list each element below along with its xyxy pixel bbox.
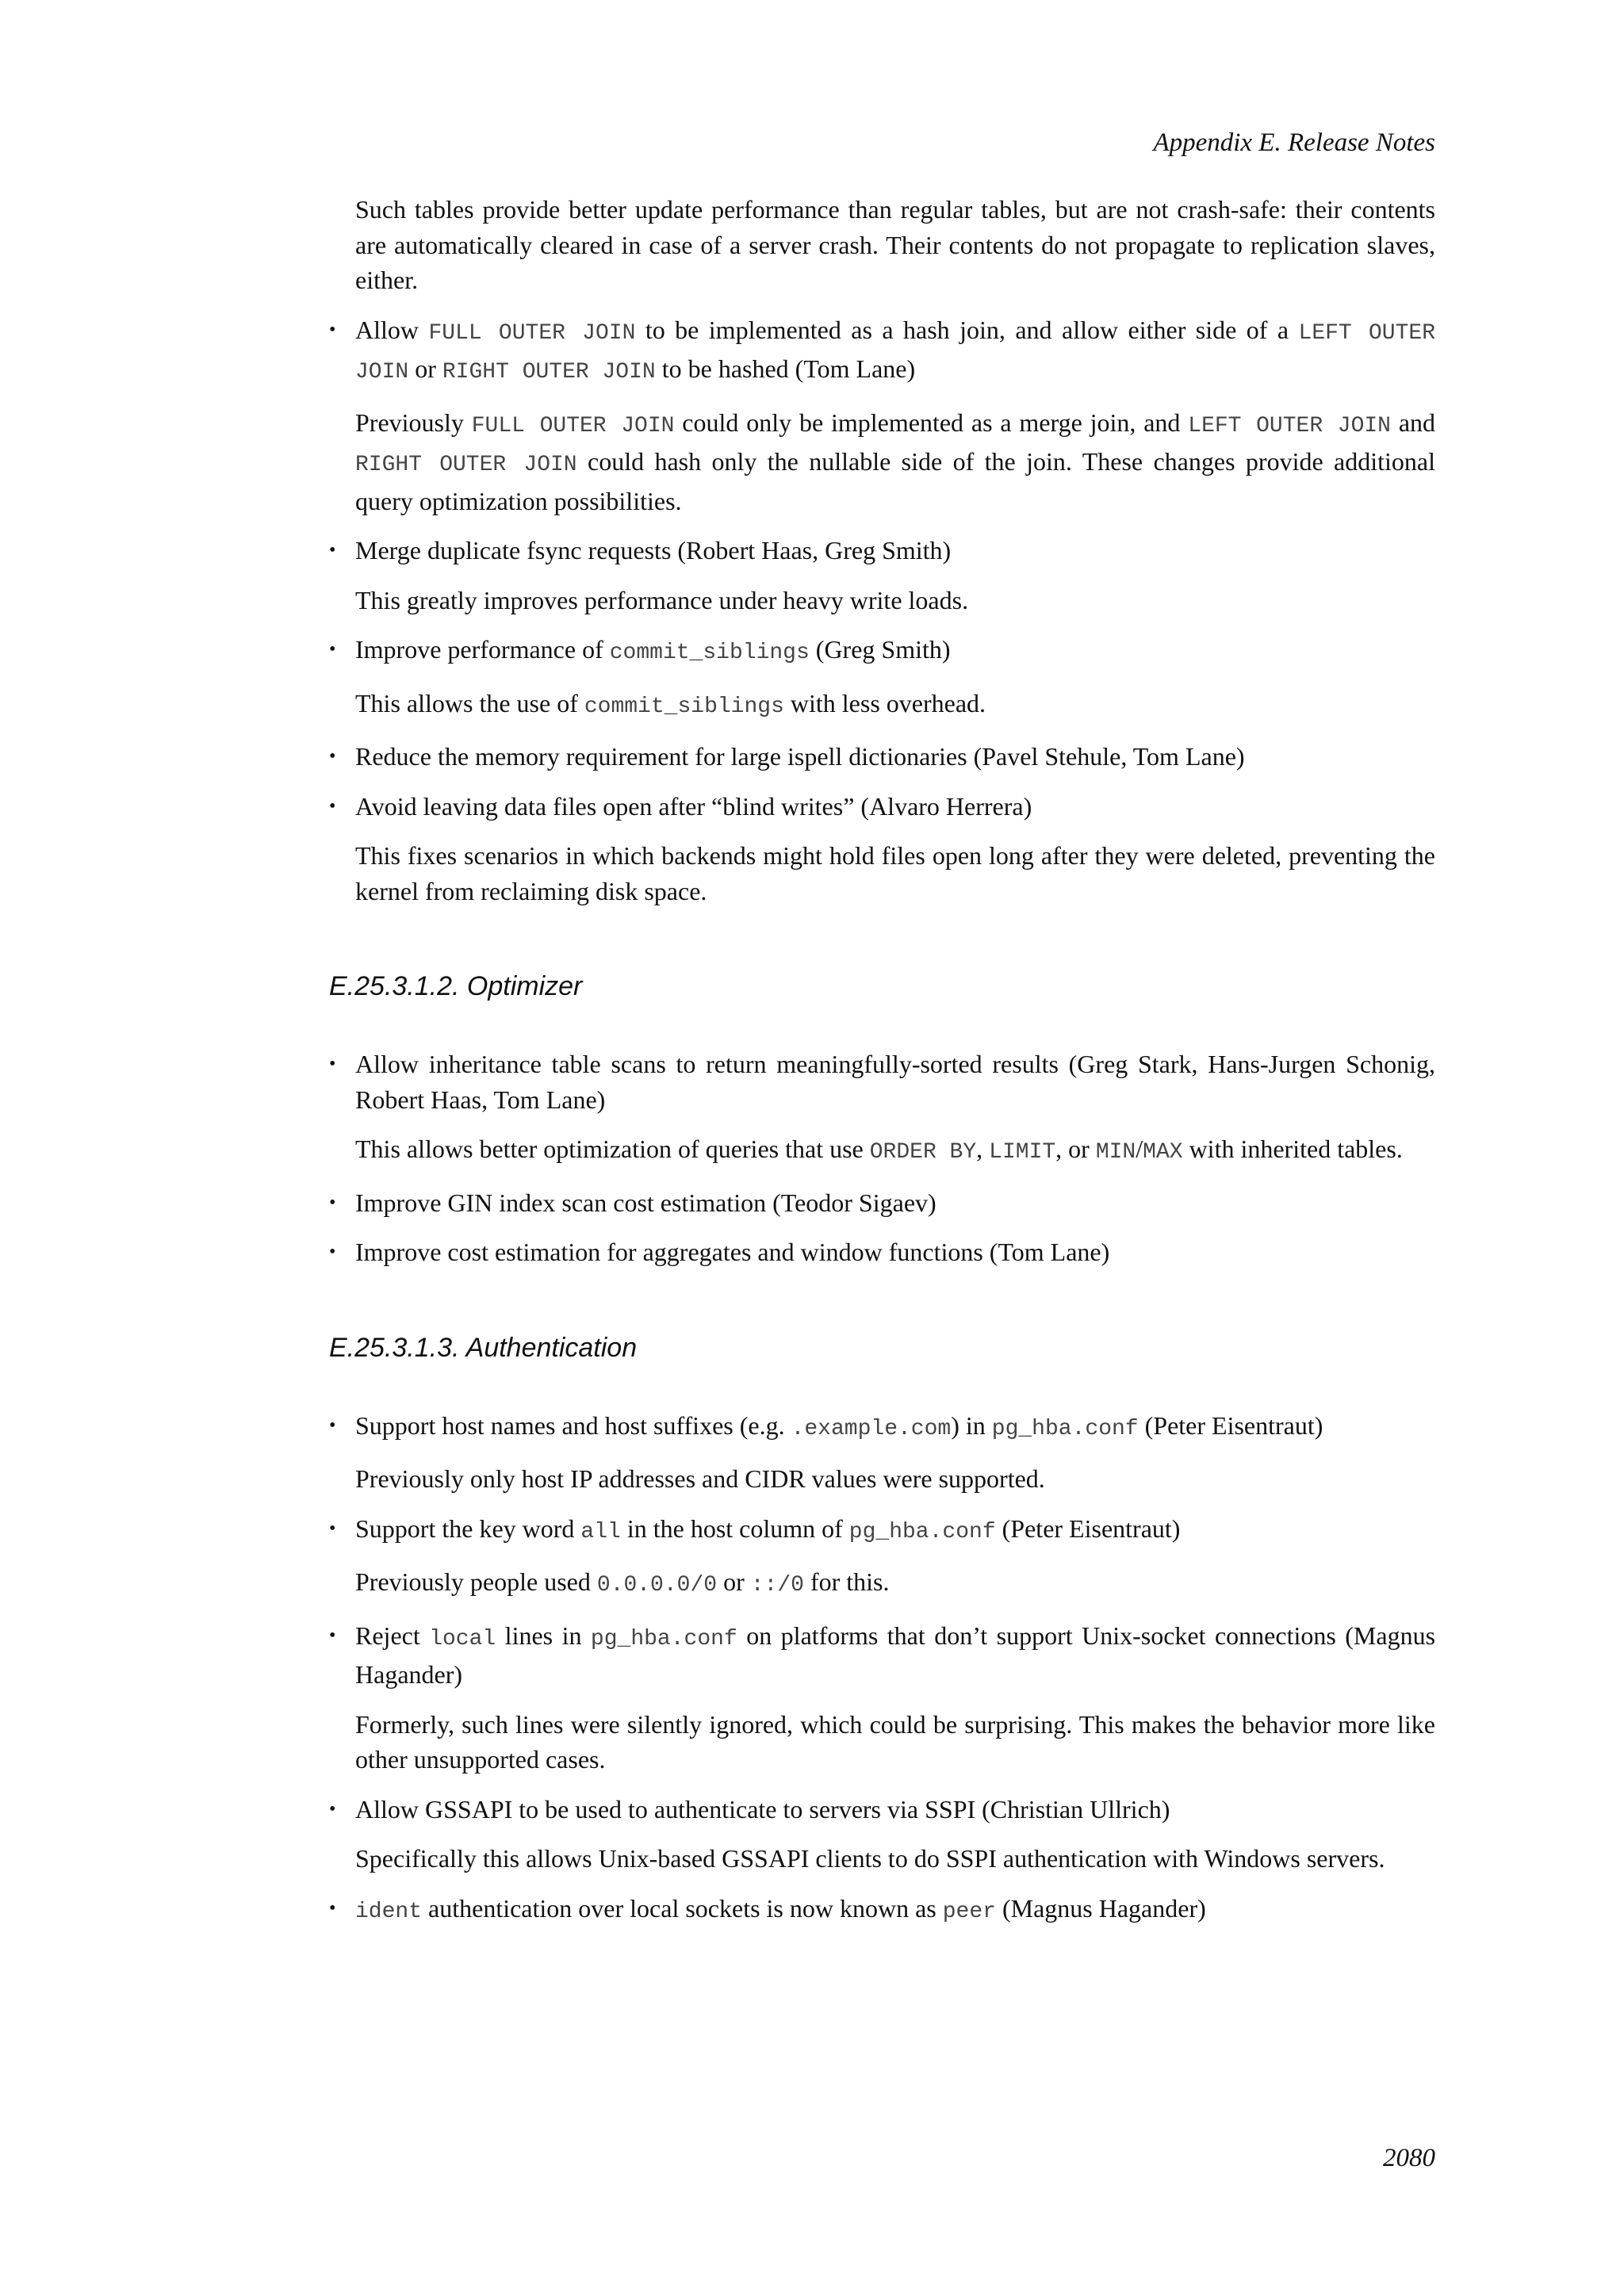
bullet-glyph: • bbox=[329, 639, 336, 660]
item-detail: Formerly, such lines were silently ignored, which could be surprising. This makes the behavior more like other unsupported cases. bbox=[355, 1709, 1435, 1774]
bullet-glyph: • bbox=[329, 1517, 336, 1539]
list-item bbox=[329, 1792, 1435, 1877]
list-item bbox=[329, 632, 1435, 725]
release-notes-list bbox=[329, 312, 1435, 909]
running-header: Appendix E. Release Notes bbox=[1153, 128, 1435, 157]
item-text: Reduce the memory requirement for large ispell dictionaries (Pavel Stehule, Tom Lane) bbox=[355, 742, 1245, 771]
item-text: Allow FULL OUTER JOIN to be implemented as a hash join, and allow either side of a LEFT OUTER JOIN or RIGHT OUTER JOIN to be hashed (Tom Lane) bbox=[355, 315, 1436, 385]
item-detail: This allows better optimization of queries that use ORDER BY, LIMIT, or MIN/MAX with inherited tables. bbox=[355, 1135, 1403, 1165]
bullet-glyph: • bbox=[329, 746, 336, 767]
list-item bbox=[329, 1511, 1435, 1604]
list-item bbox=[329, 1618, 1435, 1777]
list-item bbox=[329, 533, 1435, 618]
section-heading-authentication: E.25.3.1.3. Authentication bbox=[329, 1332, 638, 1363]
item-text: Support the key word all in the host column of pg_hba.conf (Peter Eisentraut) bbox=[355, 1513, 1181, 1544]
bullet-glyph: • bbox=[329, 319, 336, 340]
bullet-glyph: • bbox=[329, 1054, 336, 1074]
list-item bbox=[329, 312, 1435, 519]
list-item bbox=[329, 739, 1435, 775]
item-detail: Specifically this allows Unix-based GSSAPI clients to do SSPI authentication with Windows servers. bbox=[355, 1844, 1385, 1873]
bullet-glyph: • bbox=[329, 1624, 336, 1646]
item-detail: Previously people used 0.0.0.0/0 or ::/0 for this. bbox=[355, 1567, 890, 1598]
list-item bbox=[329, 1047, 1435, 1171]
intro-paragraph: Such tables provide better update performance than regular tables, but are not crash-safe: their contents are automatically cleared in case of a server crash. Their contents do not propagate to replication slaves, either. bbox=[355, 195, 1435, 294]
optimizer-list bbox=[329, 1047, 1435, 1270]
item-text: Support host names and host suffixes (e.g. .example.com) in pg_hba.conf (Peter Eisentraut) bbox=[355, 1410, 1323, 1441]
item-text: Improve performance of commit_siblings (Greg Smith) bbox=[355, 635, 951, 665]
item-text: Merge duplicate fsync requests (Robert Haas, Greg Smith) bbox=[355, 536, 952, 564]
item-text: Improve cost estimation for aggregates and window functions (Tom Lane) bbox=[355, 1238, 1110, 1266]
bullet-glyph: • bbox=[329, 1192, 336, 1213]
page-content bbox=[329, 192, 1435, 1944]
item-text: Improve GIN index scan cost estimation (Teodor Sigaev) bbox=[355, 1188, 936, 1217]
bullet-glyph: • bbox=[329, 540, 336, 561]
item-detail: This fixes scenarios in which backends might hold files open long after they were deleted, preventing the kernel from reclaiming disk space. bbox=[355, 841, 1435, 905]
bullet-glyph: • bbox=[329, 1798, 336, 1820]
item-detail: This allows the use of commit_siblings with less overhead. bbox=[355, 688, 986, 719]
item-text: Avoid leaving data files open after “blind writes” (Alvaro Herrera) bbox=[355, 791, 1032, 821]
authentication-list bbox=[329, 1408, 1435, 1931]
item-text: Allow GSSAPI to be used to authenticate to servers via SSPI (Christian Ullrich) bbox=[355, 1794, 1170, 1823]
list-item bbox=[329, 1408, 1435, 1497]
item-detail: This greatly improves performance under heavy write loads. bbox=[355, 585, 969, 614]
item-text: ident authentication over local sockets is now known as peer (Magnus Hagander) bbox=[355, 1893, 1206, 1924]
item-detail: Previously only host IP addresses and CIDR values were supported. bbox=[355, 1464, 1045, 1493]
item-text: Reject local lines in pg_hba.conf on platforms that don’t support Unix-socket connections (Magnus Hagander) bbox=[355, 1621, 1436, 1689]
list-item bbox=[329, 1185, 1435, 1221]
section-heading-optimizer: E.25.3.1.2. Optimizer bbox=[329, 971, 583, 1001]
list-item bbox=[329, 1234, 1435, 1270]
bullet-glyph: • bbox=[329, 1242, 336, 1262]
bullet-glyph: • bbox=[329, 795, 336, 817]
bullet-glyph: • bbox=[329, 1414, 336, 1436]
bullet-glyph: • bbox=[329, 1897, 336, 1919]
page-number: 2080 bbox=[1383, 2144, 1435, 2172]
item-detail: Previously FULL OUTER JOIN could only be implemented as a merge join, and LEFT OUTER JOIN and RIGHT OUTER JOIN could hash only the nullable side of the join. These changes provide additional query optimization possibilities. bbox=[355, 408, 1436, 515]
item-text: Allow inheritance table scans to return meaningfully-sorted results (Greg Stark, Hans-Jurgen Schonig, Robert Haas, Tom Lane) bbox=[355, 1050, 1435, 1114]
list-item bbox=[329, 1891, 1435, 1931]
list-item bbox=[329, 789, 1435, 909]
